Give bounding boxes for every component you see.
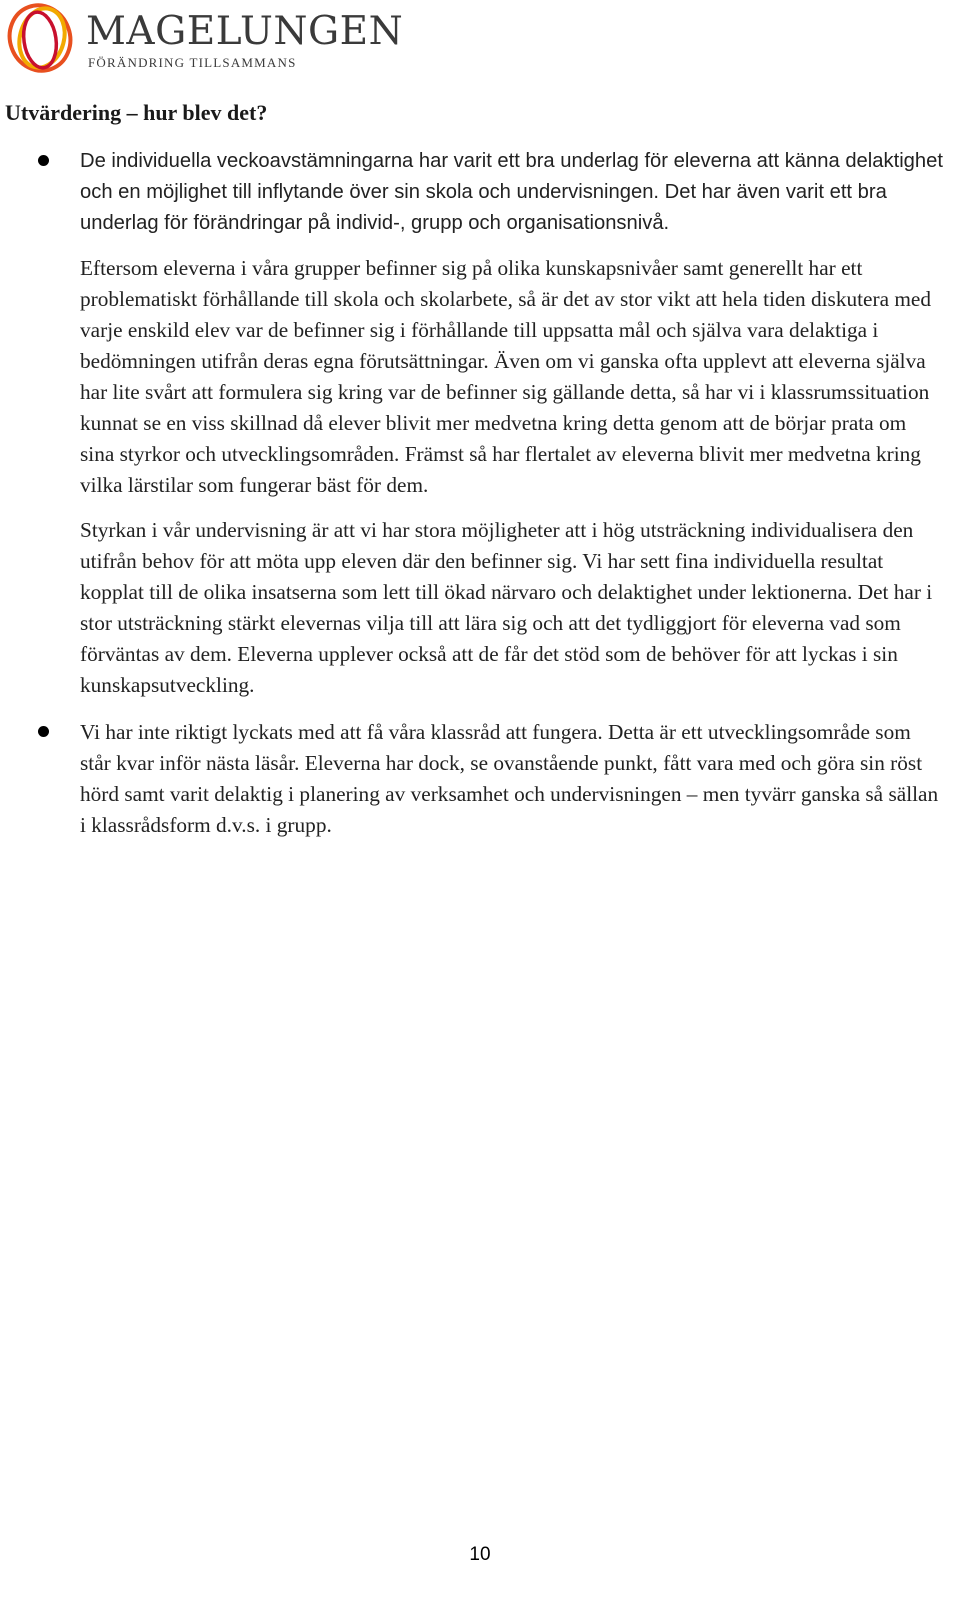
logo-mark-icon <box>4 2 84 74</box>
bullet-icon <box>38 155 49 166</box>
section-heading: Utvärdering – hur blev det? <box>5 100 268 125</box>
logo-name: MAGELUNGEN <box>86 9 404 54</box>
paragraph: Eftersom eleverna i våra grupper befinner sig på olika kunskapsnivåer samt generellt har ett problematiskt förhållande till skola och skolarbete, så är det av stor vikt att hela tiden diskutera med varje enskild elev var de befinner sig i förhållande till uppsatta mål och själva vara delaktiga i bedömningen utifrån deras egna förutsättningar. Även om vi ganska ofta upplevt att eleverna själva har lite svårt att formulera sig kring var de befinner sig gällande detta, så har vi i klassrumssituation kunnat se en viss skillnad då elever blivit mer medvetna kring detta genom att de börjar prata om sina styrkor och utvecklingsområden. Främst så har flertalet av eleverna blivit mer medvetna kring vilka lärstilar som fungerar bäst för dem. <box>80 256 932 497</box>
bullet-icon <box>38 726 49 737</box>
paragraph: Vi har inte riktigt lyckats med att få våra klassråd att fungera. Detta är ett utvecklingsområde som står kvar inför nästa läsår. Eleverna har dock, se ovanstående punkt, fått vara med och göra sin röst hörd samt varit delaktig i planering av verksamhet och undervisningen – men tyvärr ganska så sällan i klassrådsform d.v.s. i grupp. <box>80 720 939 837</box>
paragraph: Styrkan i vår undervisning är att vi har stora möjligheter att i hög utsträckning individualisera den utifrån behov för att möta upp eleven där den befinner sig. Vi har sett fina individuella resultat kopplat till de olika insatserna som lett till ökad närvaro och delaktighet under lektionerna. Det har i stor utsträckning stärkt elevernas vilja till att lära sig och att det tydliggjort för eleverna vad som förväntas av dem. Eleverna upplever också att de får det stöd som de behöver för att lyckas i sin kunskapsutveckling. <box>80 518 933 697</box>
bullet-item <box>0 717 960 841</box>
paragraph: De individuella veckoavstämningarna har varit ett bra underlag för eleverna att känna delaktighet och en möjlighet till inflytande över sin skola och undervisningen. Det har även varit ett bra underlag för förändringar på individ-, grupp och organisationsnivå. <box>80 150 943 234</box>
logo-tagline: FÖRÄNDRING TILLSAMMANS <box>88 55 297 70</box>
page-number: 10 <box>469 1544 491 1565</box>
bullet-item <box>0 146 960 701</box>
section-body <box>0 146 960 855</box>
magelungen-logo <box>4 2 404 74</box>
